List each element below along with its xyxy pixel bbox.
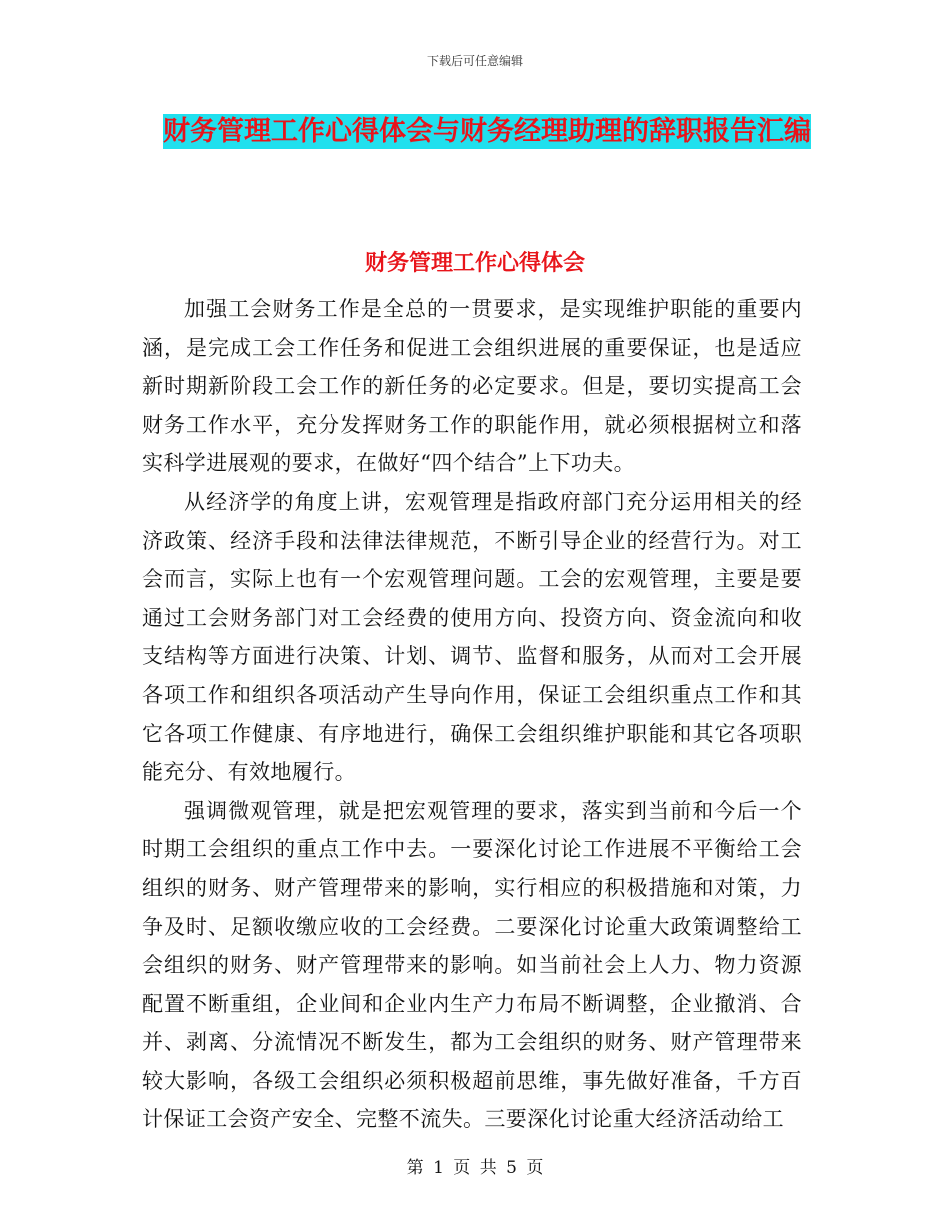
page-footer: 第 1 页 共 5 页 [406, 1158, 544, 1178]
document-title [142, 108, 832, 155]
section-title: 财务管理工作心得体会 [364, 251, 585, 276]
header-note: 下载后可任意编辑 [426, 54, 523, 68]
paragraph: 强调微观管理，就是把宏观管理的要求，落实到当前和今后一个时期工会组织的重点工作中去。一要深化讨论工作进展不平衡给工会组织的财务、财产管理带来的影响，实行相应的积极措施和对策，力争及时、足额收缴应收的工会经费。二要深化讨论重大政策调整给工会组织的财务、财产管理带来的影响。如当前社会上人力、物力资源配置不断重组，企业间和企业内生产力布局不断调整，企业撤消、合并、剥离、分流情况不断发生，都为工会组织的财务、财产管理带来较大影响，各级工会组织必须积极超前思维，事先做好准备，千方百计保证工会资产安全、完整不流失。三要深化讨论重大经济活动给工 [142, 798, 802, 1132]
document-title-text: 财务管理工作心得体会与财务经理助理的辞职报告汇编 [163, 116, 811, 147]
paragraph: 加强工会财务工作是全总的一贯要求，是实现维护职能的重要内涵，是完成工会工作任务和促进工会组织进展的重要保证，也是适应新时期新阶段工会工作的新任务的必定要求。但是，要切实提高工会财务工作水平，充分发挥财务工作的职能作用，就必须根据树立和落实科学进展观的要求，在做好“四个结合”上下功夫。 [142, 297, 802, 476]
document-body [142, 290, 802, 1139]
paragraph: 从经济学的角度上讲，宏观管理是指政府部门充分运用相关的经济政策、经济手段和法律法律规范，不断引导企业的经营行为。对工会而言，实际上也有一个宏观管理问题。工会的宏观管理，主要是要通过工会财务部门对工会经费的使用方向、投资方向、资金流向和收支结构等方面进行决策、计划、调节、监督和服务，从而对工会开展各项工作和组织各项活动产生导向作用，保证工会组织重点工作和其它各项工作健康、有序地进行，确保工会组织维护职能和其它各项职能充分、有效地履行。 [142, 489, 802, 785]
